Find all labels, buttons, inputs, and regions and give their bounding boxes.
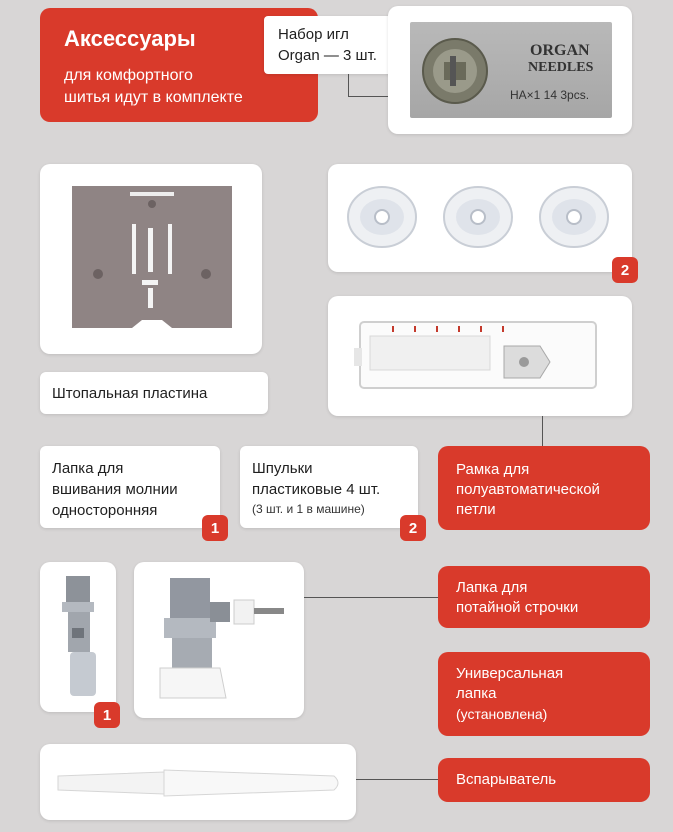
quantity-badge: 2	[400, 515, 426, 541]
connector-line	[348, 96, 388, 97]
universal-note: (установлена)	[456, 706, 548, 722]
zipper-foot-image	[50, 572, 106, 702]
zipper-foot-text-1: Лапка для	[52, 460, 124, 477]
blind-foot-text-1: Лапка для	[456, 579, 528, 596]
pack-spec: HA×1 14 3pcs.	[510, 88, 590, 102]
zipper-foot-text-2: вшивания молнии	[52, 481, 178, 498]
pack-brand-1: ORGAN	[530, 42, 590, 59]
connector-line	[542, 416, 543, 446]
seam-ripper-label	[438, 758, 650, 802]
bobbins-card	[328, 164, 632, 272]
connector-line	[348, 74, 349, 96]
darning-plate-card	[40, 164, 262, 354]
organ-logo-icon	[420, 36, 490, 106]
zipper-foot-label	[40, 446, 220, 528]
quantity-badge: 1	[202, 515, 228, 541]
bobbins-text-1: Шпульки	[252, 460, 313, 477]
universal-foot-label	[438, 652, 650, 736]
needles-pack-card	[388, 6, 632, 134]
quantity-badge: 2	[612, 257, 638, 283]
buttonhole-label	[438, 446, 650, 530]
pack-brand-2: NEEDLES	[528, 60, 594, 75]
buttonhole-card	[328, 296, 632, 416]
header-title: Аксессуары	[64, 26, 196, 51]
buttonhole-text-2: полуавтоматической	[456, 481, 600, 498]
darning-plate-text: Штопальная пластина	[52, 385, 208, 402]
bobbins-label	[240, 446, 418, 528]
needles-label-1: Набор игл	[278, 26, 349, 43]
buttonhole-text-3: петли	[456, 501, 496, 518]
buttonhole-frame-image	[354, 318, 604, 398]
header-subtitle-1: для комфортного	[64, 67, 193, 84]
connector-line	[356, 779, 438, 780]
bobbins-note: (3 шт. и 1 в машине)	[252, 502, 365, 516]
bobbin-image	[344, 182, 420, 252]
blind-foot-text-2: потайной строчки	[456, 599, 579, 616]
zipper-foot-card	[40, 562, 116, 712]
needles-label	[264, 16, 398, 74]
needles-pack	[410, 22, 612, 118]
darning-plate-image	[62, 178, 242, 338]
blind-stitch-foot-image	[150, 572, 290, 708]
bobbins-text-2: пластиковые 4 шт.	[252, 481, 381, 498]
connector-line	[304, 597, 438, 598]
blind-foot-label	[438, 566, 650, 628]
seam-ripper-image	[54, 762, 344, 804]
universal-text-1: Универсальная	[456, 665, 564, 682]
header-subtitle-2: шитья идут в комплекте	[64, 89, 243, 106]
seam-ripper-card	[40, 744, 356, 820]
zipper-foot-text-3: односторонняя	[52, 502, 158, 519]
quantity-badge: 1	[94, 702, 120, 728]
seam-ripper-text: Вспарыватель	[456, 771, 557, 788]
bobbin-image	[440, 182, 516, 252]
needles-label-2: Organ — 3 шт.	[278, 47, 377, 64]
blind-foot-card	[134, 562, 304, 718]
bobbin-image	[536, 182, 612, 252]
buttonhole-text-1: Рамка для	[456, 461, 530, 478]
universal-text-2: лапка	[456, 685, 497, 702]
darning-plate-label	[40, 372, 268, 414]
